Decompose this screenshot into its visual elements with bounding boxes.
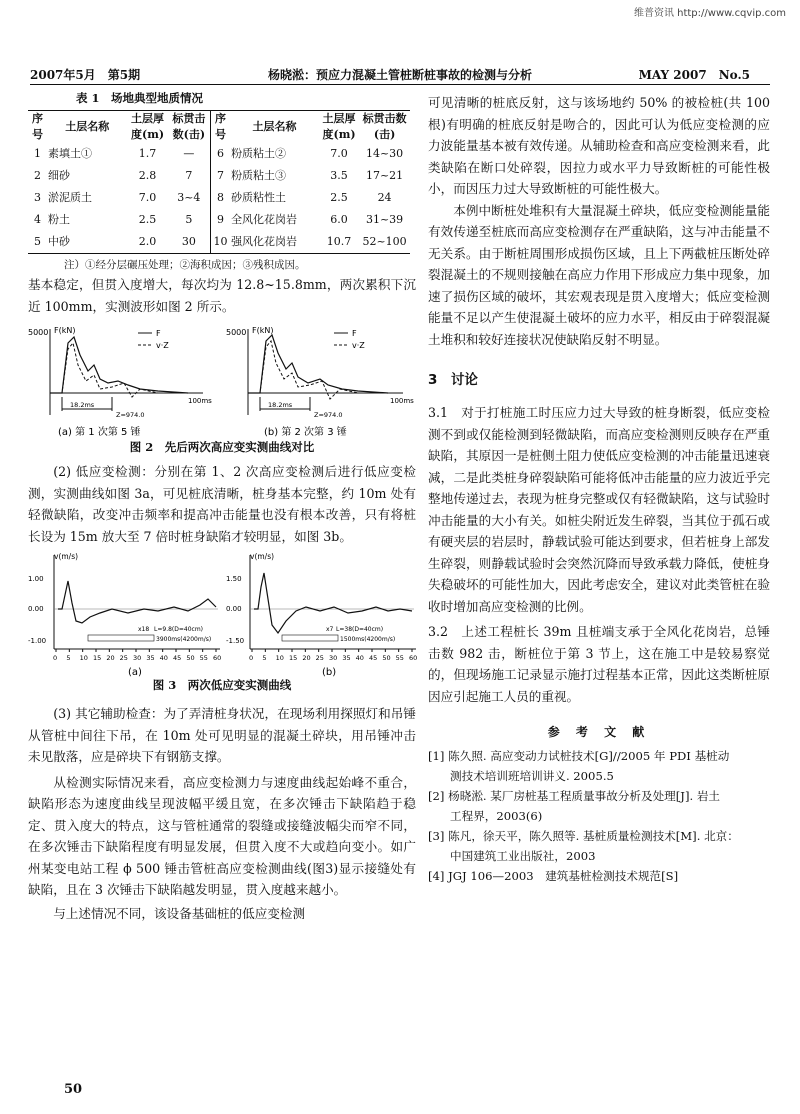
fig3a-scale-bar bbox=[88, 635, 154, 641]
table-cell: 31~39 bbox=[365, 213, 404, 226]
fig3b-ytick-top: 1.50 bbox=[226, 575, 242, 583]
fig3a-speed: 3900ms(4200m/s) bbox=[156, 636, 212, 643]
x-tick-label: 10 bbox=[79, 654, 88, 662]
x-tick-label: 20 bbox=[302, 654, 311, 662]
references-heading: 参 考 文 献 bbox=[547, 725, 651, 739]
paragraph: 与上述情况不同，该设备基础桩的低应变检测 bbox=[53, 905, 306, 921]
fig3a-x-ticks bbox=[53, 649, 221, 662]
paragraph: 可见清晰的桩底反射，这与该场地约 50% 的被检桩(共 100 根)有明确的桩底反射是吻合的，因此可认为低应变检测的应力波能量基本被有效传递。从辅助检查和高应变检测来看，此类缺陷在断口处碎裂，因拉力或水平力导致断桩的可能性极小，而因压力过大导致断桩的可能性极大。 bbox=[428, 95, 770, 196]
table-cell: 9 bbox=[211, 209, 231, 231]
page-number: 50 bbox=[64, 1082, 83, 1097]
fig2a-legend-vz: v·Z bbox=[156, 341, 169, 350]
fig2-caption: 图 2 先后两次高应变实测曲线对比 bbox=[129, 440, 315, 454]
table-cell: 全风化花岗岩 bbox=[231, 213, 298, 226]
fig3a-ytick-top: 1.00 bbox=[28, 575, 44, 583]
fig2b-legend-vz: v·Z bbox=[352, 341, 365, 350]
table-cell: 7.0 bbox=[138, 191, 157, 204]
table-cell: 5 bbox=[28, 231, 47, 254]
reference-number: [2] bbox=[428, 789, 445, 803]
x-tick-label: 40 bbox=[355, 654, 364, 662]
x-tick-label: 30 bbox=[133, 654, 142, 662]
fig3-panel-b bbox=[226, 552, 417, 678]
table-cell: 粉质粘土② bbox=[231, 147, 287, 160]
fig3b-speed: 1500ms(4200m/s) bbox=[340, 636, 396, 643]
table-cell: 细砂 bbox=[48, 169, 71, 182]
watermark: 维普资讯 http://www.cqvip.com bbox=[633, 8, 786, 19]
table-cell: 素填土① bbox=[48, 147, 93, 160]
fig3b-scale-bar bbox=[282, 635, 338, 641]
fig3a-subcaption: (a) bbox=[128, 667, 142, 678]
reference-text: 陈久照. 高应变动力试桩技术[G]//2005 年 PDI 基桩动 bbox=[448, 749, 730, 763]
x-tick-label: 35 bbox=[146, 654, 155, 662]
table-cell: 2.5 bbox=[138, 213, 157, 226]
x-tick-label: 60 bbox=[409, 654, 418, 662]
table-cell: 2.0 bbox=[127, 231, 167, 254]
th-seq: 序号 bbox=[28, 111, 47, 144]
x-tick-label: 45 bbox=[173, 654, 182, 662]
fig2b-z-note: Z=974.0 bbox=[314, 411, 343, 419]
x-tick-label: 5 bbox=[66, 654, 71, 662]
table-cell: 淤泥质土 bbox=[48, 191, 93, 204]
fig3a-curve bbox=[58, 581, 216, 623]
fig2a-x-note: 18.2ms bbox=[70, 401, 95, 409]
table-cell: — bbox=[183, 147, 195, 160]
table1-title: 表 1 场地典型地质情况 bbox=[76, 91, 204, 105]
reference-item bbox=[428, 826, 770, 866]
table-cell: 7 bbox=[211, 165, 231, 187]
reference-item bbox=[428, 786, 770, 826]
table-cell: 2.5 bbox=[330, 191, 348, 204]
fig3b-gain: x7 bbox=[326, 626, 334, 633]
fig2a-subcaption: (a) 第 1 次第 5 锤 bbox=[58, 427, 141, 438]
fig3a-info: L=9.8(D=40cm) bbox=[154, 626, 204, 633]
table-cell: 3~4 bbox=[177, 191, 201, 204]
paragraph: (3) 其它辅助检查：为了弄清桩身状况，在现场利用探照灯和吊锤从管桩中间往下吊，在 10m 处可见明显的混凝土碎块，用吊锤冲击未见散落，应是碎块下有钢筋支撑。 bbox=[28, 706, 416, 764]
fig3b-ytick-mid: 0.00 bbox=[226, 605, 242, 613]
table-cell: 17~21 bbox=[365, 169, 404, 182]
fig3a-gain: x18 bbox=[138, 626, 150, 633]
fig3-panel-a bbox=[28, 552, 221, 678]
th-blows-2: 标贯击数(击) bbox=[359, 111, 410, 144]
reference-text-cont: 工程界，2003(6) bbox=[450, 809, 543, 823]
reference-line bbox=[428, 826, 770, 846]
reference-line bbox=[428, 866, 770, 886]
table-cell: 6 bbox=[211, 143, 231, 165]
x-tick-label: 20 bbox=[106, 654, 115, 662]
fig3b-x-ticks bbox=[249, 649, 417, 662]
fig2-panel-a bbox=[28, 326, 212, 438]
table-cell: 3.5 bbox=[330, 169, 348, 182]
header-title: 杨晓淞：预应力混凝土管桩断桩事故的检测与分析 bbox=[267, 68, 532, 82]
fig3b-curve bbox=[254, 573, 412, 633]
x-tick-label: 5 bbox=[262, 654, 267, 662]
table-cell: 7 bbox=[185, 169, 193, 182]
fig2b-legend-f: F bbox=[352, 329, 357, 338]
table-cell: 6.0 bbox=[330, 213, 348, 226]
section-heading: 3 讨论 bbox=[428, 372, 478, 388]
fig2b-subcaption: (b) 第 2 次第 3 锤 bbox=[264, 427, 347, 438]
fig2b-y-label: 5000 bbox=[226, 328, 247, 337]
table1-note: 注）①经分层碾压处理；②海积成因；③残积成因。 bbox=[64, 259, 306, 271]
x-tick-label: 15 bbox=[289, 654, 298, 662]
fig3a-ytick-mid: 0.00 bbox=[28, 605, 44, 613]
th-blows: 标贯击数(击) bbox=[168, 111, 211, 144]
th-seq-2: 序号 bbox=[211, 111, 231, 144]
fig3b-ytick-bot: -1.50 bbox=[226, 637, 245, 645]
fig3a-y-unit: v(m/s) bbox=[54, 552, 79, 561]
x-tick-label: 0 bbox=[53, 654, 58, 662]
x-tick-label: 50 bbox=[382, 654, 391, 662]
fig3-caption: 图 3 两次低应变实测曲线 bbox=[152, 678, 292, 692]
x-tick-label: 45 bbox=[369, 654, 378, 662]
table-cell: 1 bbox=[34, 147, 42, 160]
paragraph: 3.2 上述工程桩长 39m 且桩端支承于全风化花岗岩，总锤击数 982 击，断桩位于第 3 节上，这在施工中是较易察觉的，但现场施工记录显示施打过程基本正常，因此这类断桩原因应引起施工人员的重视。 bbox=[428, 624, 770, 704]
table-cell: 2 bbox=[34, 169, 42, 182]
table-cell: 砂质粘性土 bbox=[231, 191, 287, 204]
figure-3 bbox=[28, 551, 418, 678]
reference-number: [1] bbox=[428, 749, 445, 763]
reference-line bbox=[428, 746, 770, 766]
reference-text: JGJ 106—2003 建筑基桩检测技术规范[S] bbox=[448, 869, 679, 883]
reference-number: [4] bbox=[428, 869, 445, 883]
reference-number: [3] bbox=[428, 829, 445, 843]
table-cell: 5 bbox=[185, 213, 193, 226]
table-row bbox=[28, 209, 410, 231]
fig2a-y-unit: F(kN) bbox=[54, 326, 76, 335]
header-issue: 2007年5月 第5期 bbox=[30, 68, 141, 82]
paragraph: 本例中断桩处堆积有大量混凝土碎块，低应变检测能量能有效传递至桩底而高应变检测存在严重缺陷，这与冲击能量不无关系。由于断桩周围形成损伤区域，且上下两截桩压断处碎裂混凝土的不规则接触在高应力作用下形成应力集中现象，加速了损伤区域的破坏，其宏观表现是贯入度增大；低应变检测能量不足以产生使混凝土破坏的应力水平，相反由于碎裂混凝土堆积和较好连接状况使缺陷反射不明显。 bbox=[428, 202, 770, 347]
paragraph: 从检测实际情况来看，高应变检测力与速度曲线起始峰不重合，缺陷形态为速度曲线呈现波幅平缓且宽，在多次锤击下缺陷趋于稳定、贯入度大的特点，这与管桩通常的裂缝或接缝波幅尖而窄不同，在多次锤击下缺陷程度有明显发展，但贯入度不大或趋向变小。如广州某变电站工程 ϕ 500 锤击管桩高应变检测曲线(图3)显示接缝处有缺陷，且在 3 次锤击下缺陷越发明显，贯入度越来越小。 bbox=[28, 774, 416, 897]
table-row bbox=[28, 187, 410, 209]
reference-item bbox=[428, 866, 770, 886]
reference-text: 陈凡，徐天平，陈久照等. 基桩质量检测技术[M]. 北京： bbox=[448, 829, 739, 843]
x-tick-label: 40 bbox=[159, 654, 168, 662]
table-cell: 粉土 bbox=[48, 213, 71, 226]
table-cell: 14~30 bbox=[365, 147, 404, 160]
table-cell: 30 bbox=[168, 231, 211, 254]
fig2b-velocity-curve bbox=[248, 341, 388, 399]
x-tick-label: 35 bbox=[342, 654, 351, 662]
fig2b-x-end: 100ms bbox=[390, 397, 414, 405]
x-tick-label: 0 bbox=[249, 654, 254, 662]
figure-2 bbox=[28, 323, 416, 441]
fig2a-z-note: Z=974.0 bbox=[116, 411, 145, 419]
table-cell: 1.7 bbox=[138, 147, 157, 160]
paragraph: 基本稳定，但贯入度增大，每次均为 12.8~15.8mm，两次累积下沉近 100mm，实测波形如图 2 所示。 bbox=[28, 277, 416, 314]
x-tick-label: 55 bbox=[199, 654, 208, 662]
table-cell: 3 bbox=[34, 191, 42, 204]
x-tick-label: 25 bbox=[315, 654, 324, 662]
table-cell: 24 bbox=[377, 191, 392, 204]
x-tick-label: 50 bbox=[186, 654, 195, 662]
fig3b-subcaption: (b) bbox=[322, 667, 337, 678]
reference-text-cont: 测技术培训班培训讲义. 2005.5 bbox=[450, 769, 614, 783]
fig3b-y-unit: v(m/s) bbox=[250, 552, 275, 561]
paragraph: 3.1 对于打桩施工时压应力过大导致的桩身断裂，低应变检测不到或仅能检测到轻微缺陷，而高应变检测则反映存在严重缺陷，其原因一是桩侧土阻力使低应变检测的冲击能量迅速衰减，二是此类桩身碎裂缺陷可能将低冲击能量的应力波近乎完整地传递过去，表现为桩身完整或仅有轻微缺陷，这与试验时冲击能量的大小有关。如桩尖附近发生碎裂，当其位于孤石或有硬夹层的岩层时，静载试验可能达到要求，但若桩身上部发生碎裂，则静载试验时会突然沉降而导致承载力降低，使桩身失稳破坏的可能性加大，因此考虑安全，建议对此类管桩在验收时增加高应变检测的比例。 bbox=[428, 405, 770, 614]
th-name: 土层名称 bbox=[47, 111, 127, 144]
table-cell: 4 bbox=[34, 213, 42, 226]
fig2a-velocity-curve bbox=[50, 343, 188, 397]
table-cell: 10 bbox=[211, 231, 231, 254]
table-cell: 8 bbox=[211, 187, 231, 209]
table-cell: 粉质粘土③ bbox=[231, 169, 287, 182]
x-tick-label: 10 bbox=[275, 654, 284, 662]
th-name-2: 土层名称 bbox=[230, 111, 319, 144]
x-tick-label: 55 bbox=[395, 654, 404, 662]
reference-item bbox=[428, 746, 770, 786]
header-rule bbox=[30, 84, 770, 85]
table-row bbox=[28, 143, 410, 165]
right-column bbox=[428, 92, 770, 886]
fig2b-y-unit: F(kN) bbox=[252, 326, 274, 335]
fig2a-y-label: 5000 bbox=[28, 328, 49, 337]
th-thick: 土层厚度(m) bbox=[127, 111, 167, 144]
reference-line bbox=[428, 786, 770, 806]
fig2a-legend-f: F bbox=[156, 329, 161, 338]
table-cell: 中砂 bbox=[47, 231, 127, 254]
fig2-panel-b bbox=[226, 326, 414, 438]
table-cell: 52~100 bbox=[359, 231, 410, 254]
fig3b-info: L=38(D=40cm) bbox=[336, 626, 384, 633]
table-cell: 强风化花岗岩 bbox=[230, 231, 319, 254]
table-cell: 2.8 bbox=[138, 169, 157, 182]
fig3a-ytick-bot: -1.00 bbox=[28, 637, 47, 645]
reference-text-cont: 中国建筑工业出版社，2003 bbox=[450, 849, 596, 863]
x-tick-label: 60 bbox=[213, 654, 222, 662]
fig2b-x-note: 18.2ms bbox=[268, 401, 293, 409]
geology-table bbox=[28, 110, 410, 254]
paragraph: (2) 低应变检测：分别在第 1、2 次高应变检测后进行低应变检测，实测曲线如图 3a，可见桩底清晰，桩身基本完整，约 10m 处有轻微缺陷，改变冲击频率和提高冲击能量也没有根本改善，只有将桩长设为 15m 放大至 7 倍时桩身缺陷才较明显，如图 3b。 bbox=[28, 464, 416, 544]
x-tick-label: 15 bbox=[93, 654, 102, 662]
table-cell: 7.0 bbox=[330, 147, 348, 160]
th-thick-2: 土层厚度(m) bbox=[319, 111, 359, 144]
table-row bbox=[28, 231, 410, 254]
reference-text: 杨晓淞. 某厂房桩基工程质量事故分析及处理[J]. 岩土 bbox=[448, 789, 721, 803]
table-cell: 10.7 bbox=[319, 231, 359, 254]
x-tick-label: 30 bbox=[329, 654, 338, 662]
fig2a-x-end: 100ms bbox=[188, 397, 212, 405]
references-list bbox=[428, 746, 770, 886]
x-tick-label: 25 bbox=[119, 654, 128, 662]
left-column bbox=[28, 90, 416, 924]
table-row bbox=[28, 165, 410, 187]
header-issue-en: MAY 2007 No.5 bbox=[638, 68, 750, 82]
